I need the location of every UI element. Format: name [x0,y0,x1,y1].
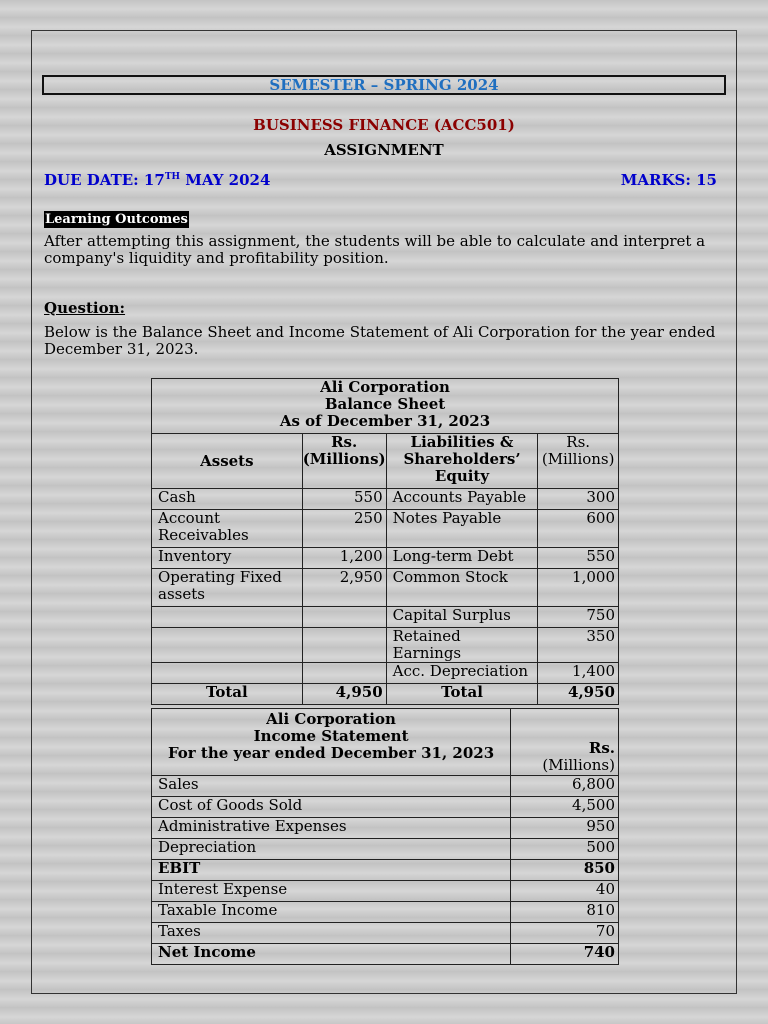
question-title: Question: [44,299,126,317]
liability-value: 550 [538,548,619,569]
liability-label: Long-term Debt [386,548,538,569]
income-item-label: Taxable Income [152,902,511,923]
liability-label: Common Stock [386,569,538,607]
marks: MARKS: 15 [620,171,717,189]
income-item-label: Cost of Goods Sold [152,797,511,818]
income-item-value: 6,800 [511,776,619,797]
income-item-label: Taxes [152,923,511,944]
asset-value: 550 [302,489,386,510]
liability-value: 300 [538,489,619,510]
liabilities-total-value: 4,950 [538,684,619,705]
table-row [152,776,619,797]
col-header-assets: Assets [152,434,303,489]
income-statement-title [152,709,511,776]
income-statement-company: Ali Corporation [266,710,396,728]
asset-value [302,663,386,684]
income-item-label: Depreciation [152,839,511,860]
table-row [152,902,619,923]
table-row [152,860,619,881]
liability-label: Capital Surplus [386,607,538,628]
col-header-rs-liabilities: Rs. (Millions) [538,434,619,489]
income-item-value: 40 [511,881,619,902]
learning-outcomes-text: After attempting this assignment, the students will be able to calculate and interpret a company's liquidity and profitability position. [44,232,706,267]
asset-label [152,607,303,628]
table-row [152,548,619,569]
asset-label: Cash [152,489,303,510]
income-item-value: 500 [511,839,619,860]
asset-value: 2,950 [302,569,386,607]
col-header-rs-assets: Rs. (Millions) [302,434,386,489]
asset-label [152,663,303,684]
liability-value: 1,000 [538,569,619,607]
balance-sheet-title [152,379,619,434]
asset-value [302,628,386,663]
semester-banner: SEMESTER – SPRING 2024 [42,75,726,95]
assignment-heading: ASSIGNMENT [324,141,444,159]
income-statement-rs-header: Rs. (Millions) [511,709,619,776]
col-header-liabilities: Liabilities & Shareholders’ Equity [386,434,538,489]
asset-label: Operating Fixed assets [152,569,303,607]
asset-label: Account Receivables [152,510,303,548]
income-item-value: 4,500 [511,797,619,818]
income-statement-period: For the year ended December 31, 2023 [167,744,495,762]
table-row [152,628,619,663]
document-page [31,30,737,994]
liability-label: Notes Payable [386,510,538,548]
liability-label: Retained Earnings [386,628,538,663]
liability-label: Accounts Payable [386,489,538,510]
balance-sheet-company: Ali Corporation [320,378,450,396]
due-date [44,171,270,189]
question-text: Below is the Balance Sheet and Income Statement of Ali Corporation for the year ended December 31, 2023. [44,323,716,358]
assets-total-value: 4,950 [302,684,386,705]
table-row [152,569,619,607]
course-title: BUSINESS FINANCE (ACC501) [253,116,515,134]
balance-sheet-date: As of December 31, 2023 [279,412,491,430]
income-statement-name: Income Statement [253,727,409,745]
liability-value: 350 [538,628,619,663]
income-item-label: EBIT [152,860,511,881]
assets-total-label: Total [152,684,303,705]
table-row [152,797,619,818]
income-item-value: 850 [511,860,619,881]
income-item-value: 70 [511,923,619,944]
due-date-prefix: DUE DATE: 17 [44,171,165,189]
liability-value: 600 [538,510,619,548]
balance-sheet-name: Balance Sheet [324,395,446,413]
learning-outcomes-title: Learning Outcomes [45,212,188,227]
liability-label: Acc. Depreciation [386,663,538,684]
asset-value [302,607,386,628]
income-item-label: Administrative Expenses [152,818,511,839]
table-row [152,923,619,944]
liability-value: 750 [538,607,619,628]
income-item-value: 950 [511,818,619,839]
table-row [152,510,619,548]
liabilities-total-label: Total [386,684,538,705]
table-row [152,663,619,684]
due-date-suffix: MAY 2024 [180,171,271,189]
table-row [152,944,619,965]
asset-label: Inventory [152,548,303,569]
due-date-superscript: TH [164,172,181,182]
table-row [152,881,619,902]
income-item-label: Interest Expense [152,881,511,902]
liability-value: 1,400 [538,663,619,684]
income-item-value: 810 [511,902,619,923]
balance-sheet-table [151,378,619,705]
table-row [152,607,619,628]
table-row [152,818,619,839]
asset-label [152,628,303,663]
table-row [152,489,619,510]
asset-value: 1,200 [302,548,386,569]
table-row [152,839,619,860]
income-item-label: Sales [152,776,511,797]
income-item-label: Net Income [152,944,511,965]
asset-value: 250 [302,510,386,548]
income-statement-table [151,708,619,965]
income-item-value: 740 [511,944,619,965]
